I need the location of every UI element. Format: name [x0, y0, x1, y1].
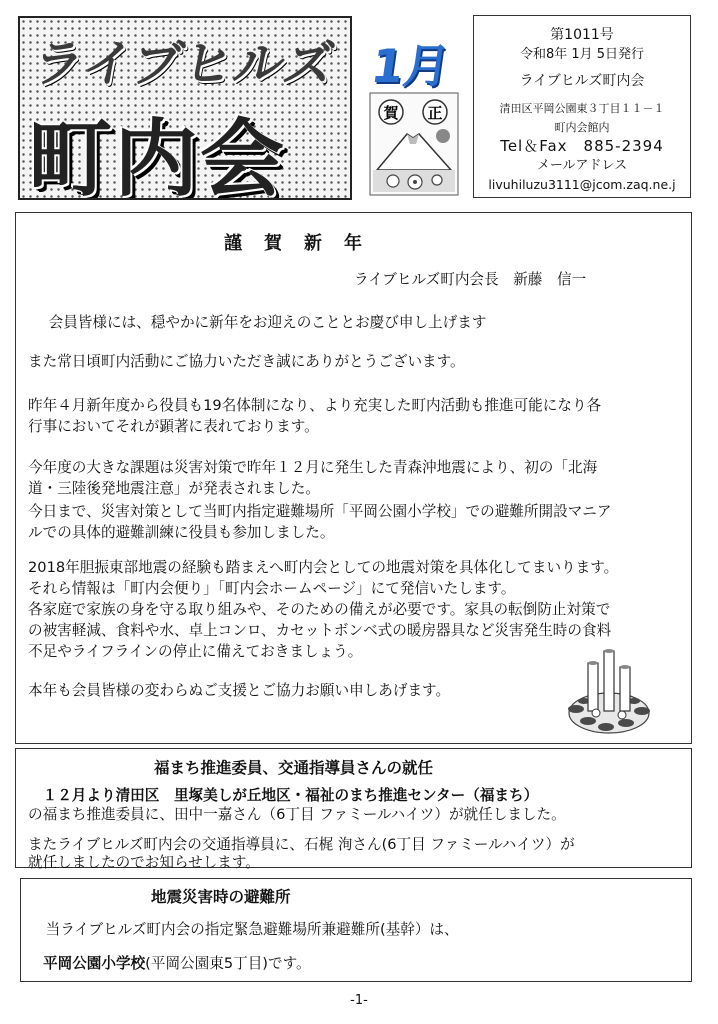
page-number: -1- [350, 993, 368, 1008]
greeting-line: また常日頃町内活動にご協力いただき誠にありがとうございます。 [28, 353, 465, 370]
greeting-line: それら情報は「町内会便り」「町内会ホームページ」にて発信いたします。 [28, 580, 516, 597]
card-char-ga: 賀 [383, 104, 399, 122]
new-year-card-illustration [369, 92, 459, 196]
greeting-signature: ライブヒルズ町内会長 新藤 信一 [354, 271, 587, 288]
greeting-line: 行事においてそれが顕著に表れております。 [28, 418, 319, 435]
hall-name: 町内会館内 [554, 121, 610, 134]
greeting-line: ルでの具体的避難訓練に役員も参加しました。 [28, 524, 335, 541]
evacuation-title: 地震災害時の避難所 [151, 888, 291, 906]
appointment-title: 福まち推進委員、交通指導員さんの就任 [154, 759, 434, 777]
greeting-line: 今年度の大きな課題は災害対策で昨年１２月に発生した青森沖地震により、初の「北海 [28, 459, 598, 476]
greeting-line: 2018年胆振東部地震の経験も踏まえへ町内会としての地震対策を具体化してまいります。 [28, 559, 619, 576]
greeting-line: 本年も会員皆様の変わらぬご支援とご協力お願い申しあげます。 [28, 682, 451, 699]
masthead-title-top: ライブヒルズ [28, 35, 340, 93]
appointment-line: の福まち推進委員に、田中一嘉さん（6丁目 ファミールハイツ）が就任しました。 [28, 806, 566, 823]
greeting-line: 不足やライフラインの停止に備えておきましょう。 [28, 643, 363, 660]
appointment-line: １２月より清田区 里塚美しが丘地区・福祉のまち推進センター（福まち） [28, 787, 539, 804]
appointment-line: またライブヒルズ町内会の交通指導員に、石梶 洵さん(6丁目 ファミールハイツ）が [28, 836, 575, 853]
mail-label: メールアドレス [536, 158, 628, 173]
evacuation-site-name: 平岡公園小学校 [43, 955, 146, 972]
greeting-line: 道・三陸後発地震注意」が発表されました。 [28, 480, 320, 497]
evacuation-site-address: (平岡公園東5丁目)です。 [145, 955, 311, 972]
plum-blossom-icon [387, 175, 399, 187]
new-year-greeting-box [15, 212, 692, 744]
greeting-line: 各家庭で家族の身を守る取り組みや、そのための備えが必要です。家具の転倒防止対策で [28, 601, 611, 618]
issue-date: 令和8年 1月 5日発行 [519, 47, 645, 62]
issue-number: 第1011号 [550, 27, 614, 43]
issue-info-box [473, 15, 691, 198]
greeting-line: 今日まで、災害対策として当町内指定避難場所「平岡公園小学校」での避難所開設マニア [28, 503, 612, 520]
email-address[interactable]: livuhiluzu3111@jcom.zaq.ne.j [488, 177, 676, 192]
card-char-sho: 正 [427, 104, 443, 122]
evacuation-site-box [20, 878, 692, 982]
greeting-title: 謹 賀 新 年 [224, 233, 364, 254]
issue-month: 1月 [367, 39, 454, 93]
tel-fax: Tel＆Fax 885-2394 [500, 137, 664, 155]
organization-name: ライブヒルズ町内会 [519, 73, 645, 89]
address: 清田区平岡公園東３丁目１１－１ [499, 102, 665, 115]
greeting-line: 昨年４月新年度から役員も19名体制になり、より充実した町内活動も推進可能になり各 [28, 397, 602, 414]
masthead-title-block [18, 16, 352, 200]
evacuation-line: 当ライブヒルズ町内会の指定緊急避難場所兼避難所(基幹）は、 [31, 921, 459, 938]
masthead-title-bottom: 町内会 [28, 110, 287, 200]
appointment-line: 就任しましたのでお知らせします。 [28, 854, 260, 871]
greeting-line: の被害軽減、食料や水、卓上コンロ、カセットボンベ式の暖房器具など災害発生時の食料 [28, 622, 612, 639]
appointment-notice-box [15, 748, 692, 871]
greeting-line: 会員皆様には、穏やかに新年をお迎えのこととお慶び申し上げます [34, 314, 487, 331]
evacuation-site-line [43, 953, 311, 974]
kadomatsu-wreath-icon [566, 643, 652, 737]
sun-icon [436, 129, 450, 143]
